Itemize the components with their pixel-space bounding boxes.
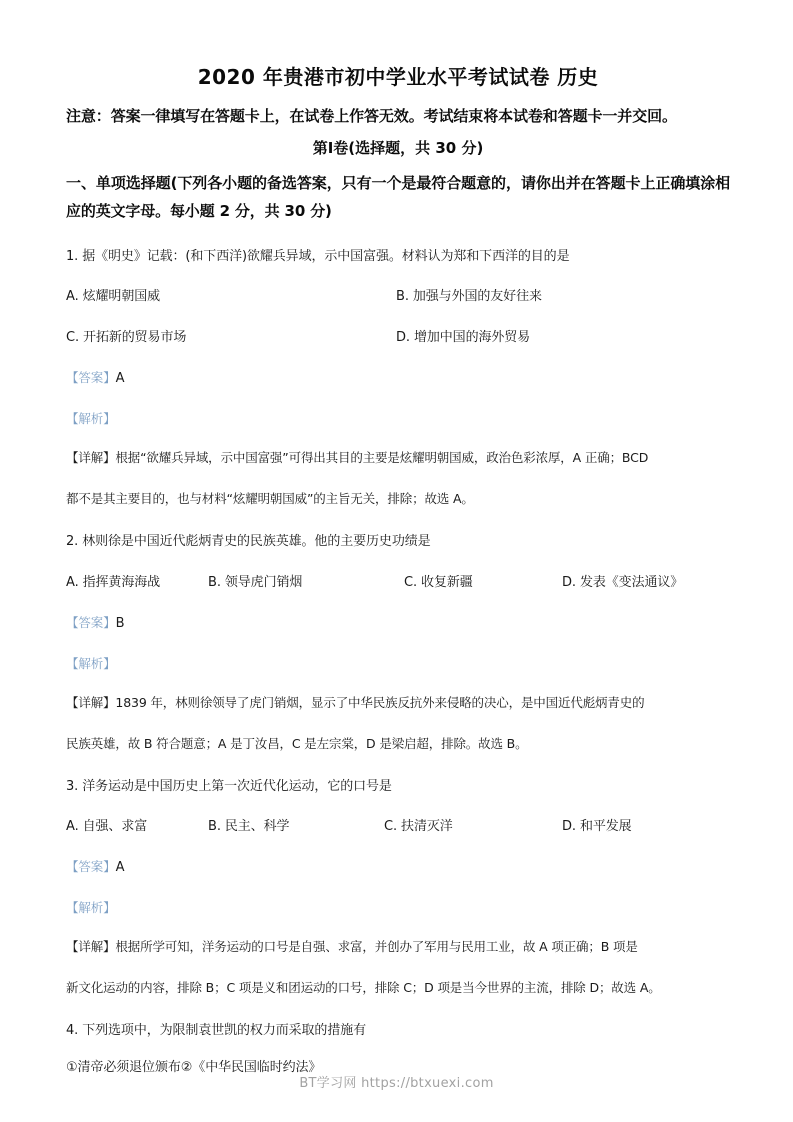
- option-c[interactable]: C. 开拓新的贸易市场: [66, 330, 187, 346]
- analysis-tag: 【解析】: [66, 900, 116, 916]
- detail-text-line1: 1839 年，林则徐领导了虎门销烟，显示了中华民族反抗外来侵略的决心，是中国近代彪炳青史的: [115, 694, 645, 710]
- detail-paragraph: [66, 674, 730, 715]
- detail-text-line2: 新文化运动的内容，排除 B；C 项是义和团运动的口号，排除 C；D 项是当今世界的主流，排除 D；故选 A。: [66, 980, 661, 996]
- option-a[interactable]: A. 自强、求富: [66, 819, 148, 835]
- detail-paragraph: [66, 429, 730, 470]
- document-body: [66, 0, 730, 1079]
- exam-notice: 注意：答案一律填写在答题卡上，在试卷上作答无效。考试结束将本试卷和答题卡一并交回。: [66, 107, 677, 125]
- answer-value: A: [115, 371, 125, 387]
- option-c[interactable]: C. 收复新疆: [404, 574, 473, 590]
- option-b[interactable]: B. 民主、科学: [208, 819, 290, 835]
- footer-watermark: BT学习网 https://btxuexi.com: [299, 1076, 494, 1091]
- option-d[interactable]: D. 和平发展: [562, 819, 632, 835]
- answer-tag: 【答案】: [66, 859, 116, 875]
- question-block-1: [66, 226, 730, 512]
- analysis-tag: 【解析】: [66, 411, 116, 427]
- detail-tag: 【详解】: [66, 694, 116, 710]
- detail-paragraph-cont: [66, 470, 730, 511]
- question-block-2: [66, 511, 730, 756]
- detail-tag: 【详解】: [66, 450, 116, 466]
- option-c[interactable]: C. 扶清灭洋: [384, 819, 453, 835]
- detail-paragraph: [66, 918, 730, 959]
- question-block-4: [66, 1000, 730, 1079]
- volume-heading: 第Ⅰ卷(选择题，共 30 分): [312, 138, 484, 157]
- analysis-tag: 【解析】: [66, 655, 116, 671]
- analysis-line: [66, 635, 730, 674]
- section-heading-multiple-choice: 一、单项选择题(下列各小题的备选答案，只有一个是最符合题意的，请你出并在答题卡上正确填涂相应的英文字母。每小题 2 分，共 30 分): [66, 174, 730, 220]
- question-sub-items: ①清帝必须退位颁布②《中华民国临时约法》: [66, 1060, 322, 1076]
- option-row: [66, 308, 730, 349]
- answer-line: [66, 349, 730, 390]
- answer-tag: 【答案】: [66, 370, 116, 386]
- option-row: [66, 267, 730, 308]
- question-stem: 1. 据《明史》记载：(和下西洋)欲耀兵异域，示中国富强。材料认为郑和下西洋的目的是: [66, 248, 570, 264]
- answer-line: [66, 594, 730, 635]
- option-d[interactable]: D. 增加中国的海外贸易: [396, 330, 531, 346]
- answer-value: B: [115, 615, 125, 631]
- detail-text-line2: 民族英雄，故 B 符合题意；A 是丁汝昌，C 是左宗棠，D 是梁启超，排除。故选 B。: [66, 735, 528, 751]
- option-a[interactable]: A. 指挥黄海海战: [66, 574, 161, 590]
- option-d[interactable]: D. 发表《变法通议》: [562, 574, 684, 590]
- answer-value: A: [115, 860, 125, 876]
- answer-tag: 【答案】: [66, 614, 116, 630]
- detail-tag: 【详解】: [66, 939, 116, 955]
- question-block-3: [66, 756, 730, 1001]
- question-stem: 3. 洋务运动是中国历史上第一次近代化运动，它的口号是: [66, 778, 392, 794]
- option-a[interactable]: A. 炫耀明朝国威: [66, 289, 161, 305]
- page-title: 2020 年贵港市初中学业水平考试试卷 历史: [197, 65, 599, 89]
- detail-paragraph-cont: [66, 959, 730, 1000]
- option-b[interactable]: B. 加强与外国的友好往来: [396, 289, 542, 305]
- answer-line: [66, 838, 730, 879]
- option-row: [66, 797, 730, 838]
- detail-text-line1: 根据所学可知，洋务运动的口号是自强、求富，并创办了军用与民用工业，故 A 项正确；B 项是: [115, 939, 638, 955]
- question-stem: 2. 林则徐是中国近代彪炳青史的民族英雄。他的主要历史功绩是: [66, 534, 431, 550]
- option-b[interactable]: B. 领导虎门销烟: [208, 574, 303, 590]
- detail-paragraph-cont: [66, 715, 730, 756]
- option-row: [66, 553, 730, 594]
- analysis-line: [66, 390, 730, 429]
- detail-text-line1: 根据“欲耀兵异域，示中国富强”可得出其目的主要是炫耀明朝国威，政治色彩浓厚，A 正确；BCD: [115, 450, 649, 466]
- question-stem: 4. 下列选项中，为限制袁世凯的权力而采取的措施有: [66, 1023, 367, 1039]
- detail-text-line2: 都不是其主要目的，也与材料“炫耀明朝国威”的主旨无关，排除；故选 A。: [66, 491, 474, 507]
- analysis-line: [66, 879, 730, 918]
